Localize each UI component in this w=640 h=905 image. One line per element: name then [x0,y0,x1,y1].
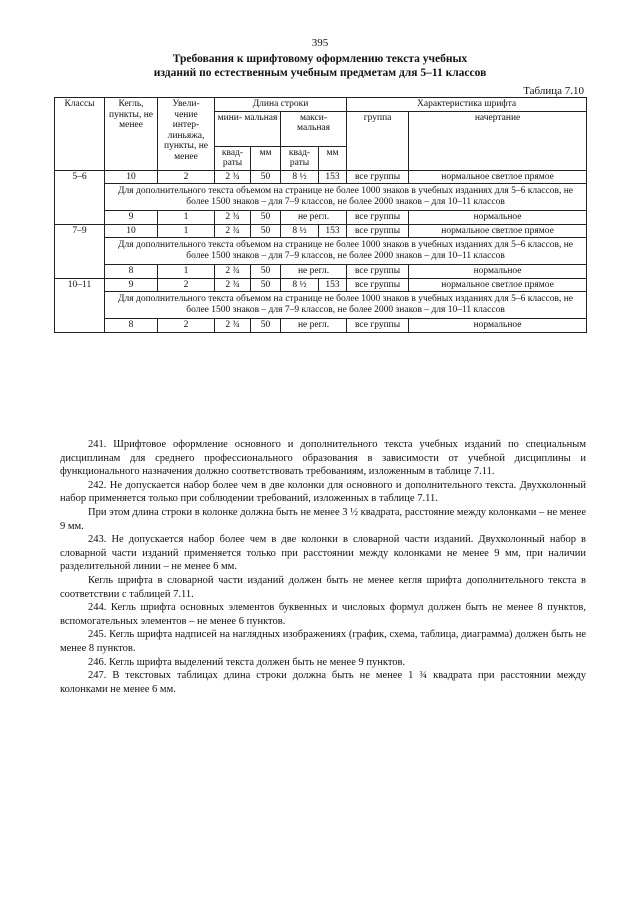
cell-size: 8 [105,265,158,279]
paragraph-246: 246. Кегль шрифта выделений текста должен быть не менее 9 пунктов. [88,656,406,668]
cell-leading: 1 [158,224,215,238]
paragraph-247: 247. В текстовых таблицах длина строки должна быть не менее 1 ¾ квадрата при расстоянии между колонками не менее 6 мм. [60,670,586,695]
body-text [60,438,586,696]
table-row [55,211,587,225]
header-min-quad: квад- раты [215,146,251,170]
cell-leading: 2 [158,170,215,184]
header-style: начертание [409,111,587,170]
cell-min-quad: 2 ¾ [215,224,251,238]
note-cell: Для дополнительного текста объемом на странице не более 1000 знаков в учебных изданиях для 5–6 классов, не более 1500 знаков – для 7–9 классов, не более 2000 знаков – для 10–11 классов [105,238,587,265]
header-group: группа [347,111,409,170]
cell-min-mm: 50 [251,224,281,238]
cell-max-quad: 8 ½ [281,224,319,238]
table-row [55,265,587,279]
cell-max-mm: 153 [319,278,347,292]
cell-leading: 2 [158,278,215,292]
cell-style: нормальное светлое прямое [409,224,587,238]
table-row [55,170,587,184]
header-font-characteristics: Характеристика шрифта [347,98,587,112]
cell-max-mm: 153 [319,224,347,238]
page-title [60,52,580,80]
table-note-row [55,238,587,265]
header-max-mm: мм [319,146,347,170]
paragraph-241: 241. Шрифтовое оформление основного и дополнительного текста учебных изданий по специальным дисциплинам для среднего профессионального образования в зависимости от учебной дисциплины и функционального назначения должно соответствовать требованиям, изложенным в таблице 7.11. [60,439,586,478]
cell-max-mm: 153 [319,170,347,184]
paragraph-242: 242. Не допускается набор более чем в две колонки для основного и дополнительного текста. Двухколонный набор применяется только при соблюдении требований, изложенных в таблице 7.11. [60,479,586,505]
note-cell: Для дополнительного текста объемом на странице не более 1000 знаков в учебных изданиях для 5–6 классов, не более 1500 знаков – для 7–9 классов, не более 2000 знаков – для 10–11 классов [105,292,587,319]
table-label: Таблица 7.10 [523,85,584,97]
table-row [55,319,587,333]
paragraph-243-cont: Кегль шрифта в словарной части изданий должен быть не менее кегля шрифта дополнительного текста в соответствии с таблицей 7.11. [60,574,586,600]
table-note-row [55,292,587,319]
header-max: макси- мальная [281,111,347,146]
cell-size: 8 [105,319,158,333]
cell-style: нормальное [409,319,587,333]
cell-group: все группы [347,265,409,279]
paragraph-243: 243. Не допускается набор более чем в две колонки в словарной части изданий. Двухколонный набор в словарной части изданий применяется только при расстоянии между колонками не менее 9 мм, при наличии разделительной линии – не менее 6 мм. [60,534,586,573]
cell-min-mm: 50 [251,278,281,292]
cell-min-quad: 2 ¾ [215,170,251,184]
header-min-mm: мм [251,146,281,170]
cell-classes: 7–9 [55,224,105,278]
table-row [55,278,587,292]
page-number: 395 [311,37,329,49]
requirements-table [54,97,587,333]
header-min: мини- мальная [215,111,281,146]
note-cell: Для дополнительного текста объемом на странице не более 1000 знаков в учебных изданиях для 5–6 классов, не более 1500 знаков – для 7–9 классов, не более 2000 знаков – для 10–11 классов [105,184,587,211]
cell-size: 10 [105,224,158,238]
cell-min-quad: 2 ¾ [215,211,251,225]
cell-min-quad: 2 ¾ [215,278,251,292]
paragraph-242-cont: При этом длина строки в колонке должна быть не менее 3 ½ квадрата, расстояние между колонками – не менее 9 мм. [60,506,586,532]
cell-style: нормальное светлое прямое [409,278,587,292]
cell-style: нормальное [409,211,587,225]
cell-classes: 10–11 [55,278,105,332]
header-line-length: Длина строки [215,98,347,112]
cell-min-mm: 50 [251,211,281,225]
table-row [55,224,587,238]
cell-min-mm: 50 [251,265,281,279]
title-line-2: изданий по естественным учебным предметам для 5–11 классов [153,67,487,79]
cell-group: все группы [347,170,409,184]
cell-max-quad: 8 ½ [281,278,319,292]
cell-max: не регл. [281,211,347,225]
cell-style: нормальное [409,265,587,279]
table-note-row [55,184,587,211]
header-classes: Классы [55,98,105,171]
cell-leading: 2 [158,319,215,333]
cell-min-quad: 2 ¾ [215,265,251,279]
title-line-1: Требования к шрифтовому оформлению текста учебных [172,53,468,65]
cell-max: не регл. [281,265,347,279]
cell-size: 9 [105,278,158,292]
header-leading: Увели- чение интер- линьяжа, пункты, не менее [158,98,215,171]
cell-group: все группы [347,211,409,225]
cell-leading: 1 [158,211,215,225]
cell-style: нормальное светлое прямое [409,170,587,184]
cell-max-quad: 8 ½ [281,170,319,184]
paragraph-244: 244. Кегль шрифта основных элементов буквенных и числовых формул должен быть не менее 8 пунктов, вспомогательных элементов – не менее 6 пунктов. [60,602,586,627]
paragraph-245: 245. Кегль шрифта надписей на наглядных изображениях (график, схема, таблица, диаграмма) должен быть не менее 8 пунктов. [60,629,586,654]
cell-group: все группы [347,278,409,292]
cell-min-mm: 50 [251,319,281,333]
cell-leading: 1 [158,265,215,279]
cell-min-mm: 50 [251,170,281,184]
header-max-quad: квад- раты [281,146,319,170]
cell-classes: 5–6 [55,170,105,224]
cell-max: не регл. [281,319,347,333]
cell-size: 10 [105,170,158,184]
header-size: Кегль, пункты, не менее [105,98,158,171]
cell-size: 9 [105,211,158,225]
cell-group: все группы [347,224,409,238]
cell-group: все группы [347,319,409,333]
cell-min-quad: 2 ¾ [215,319,251,333]
